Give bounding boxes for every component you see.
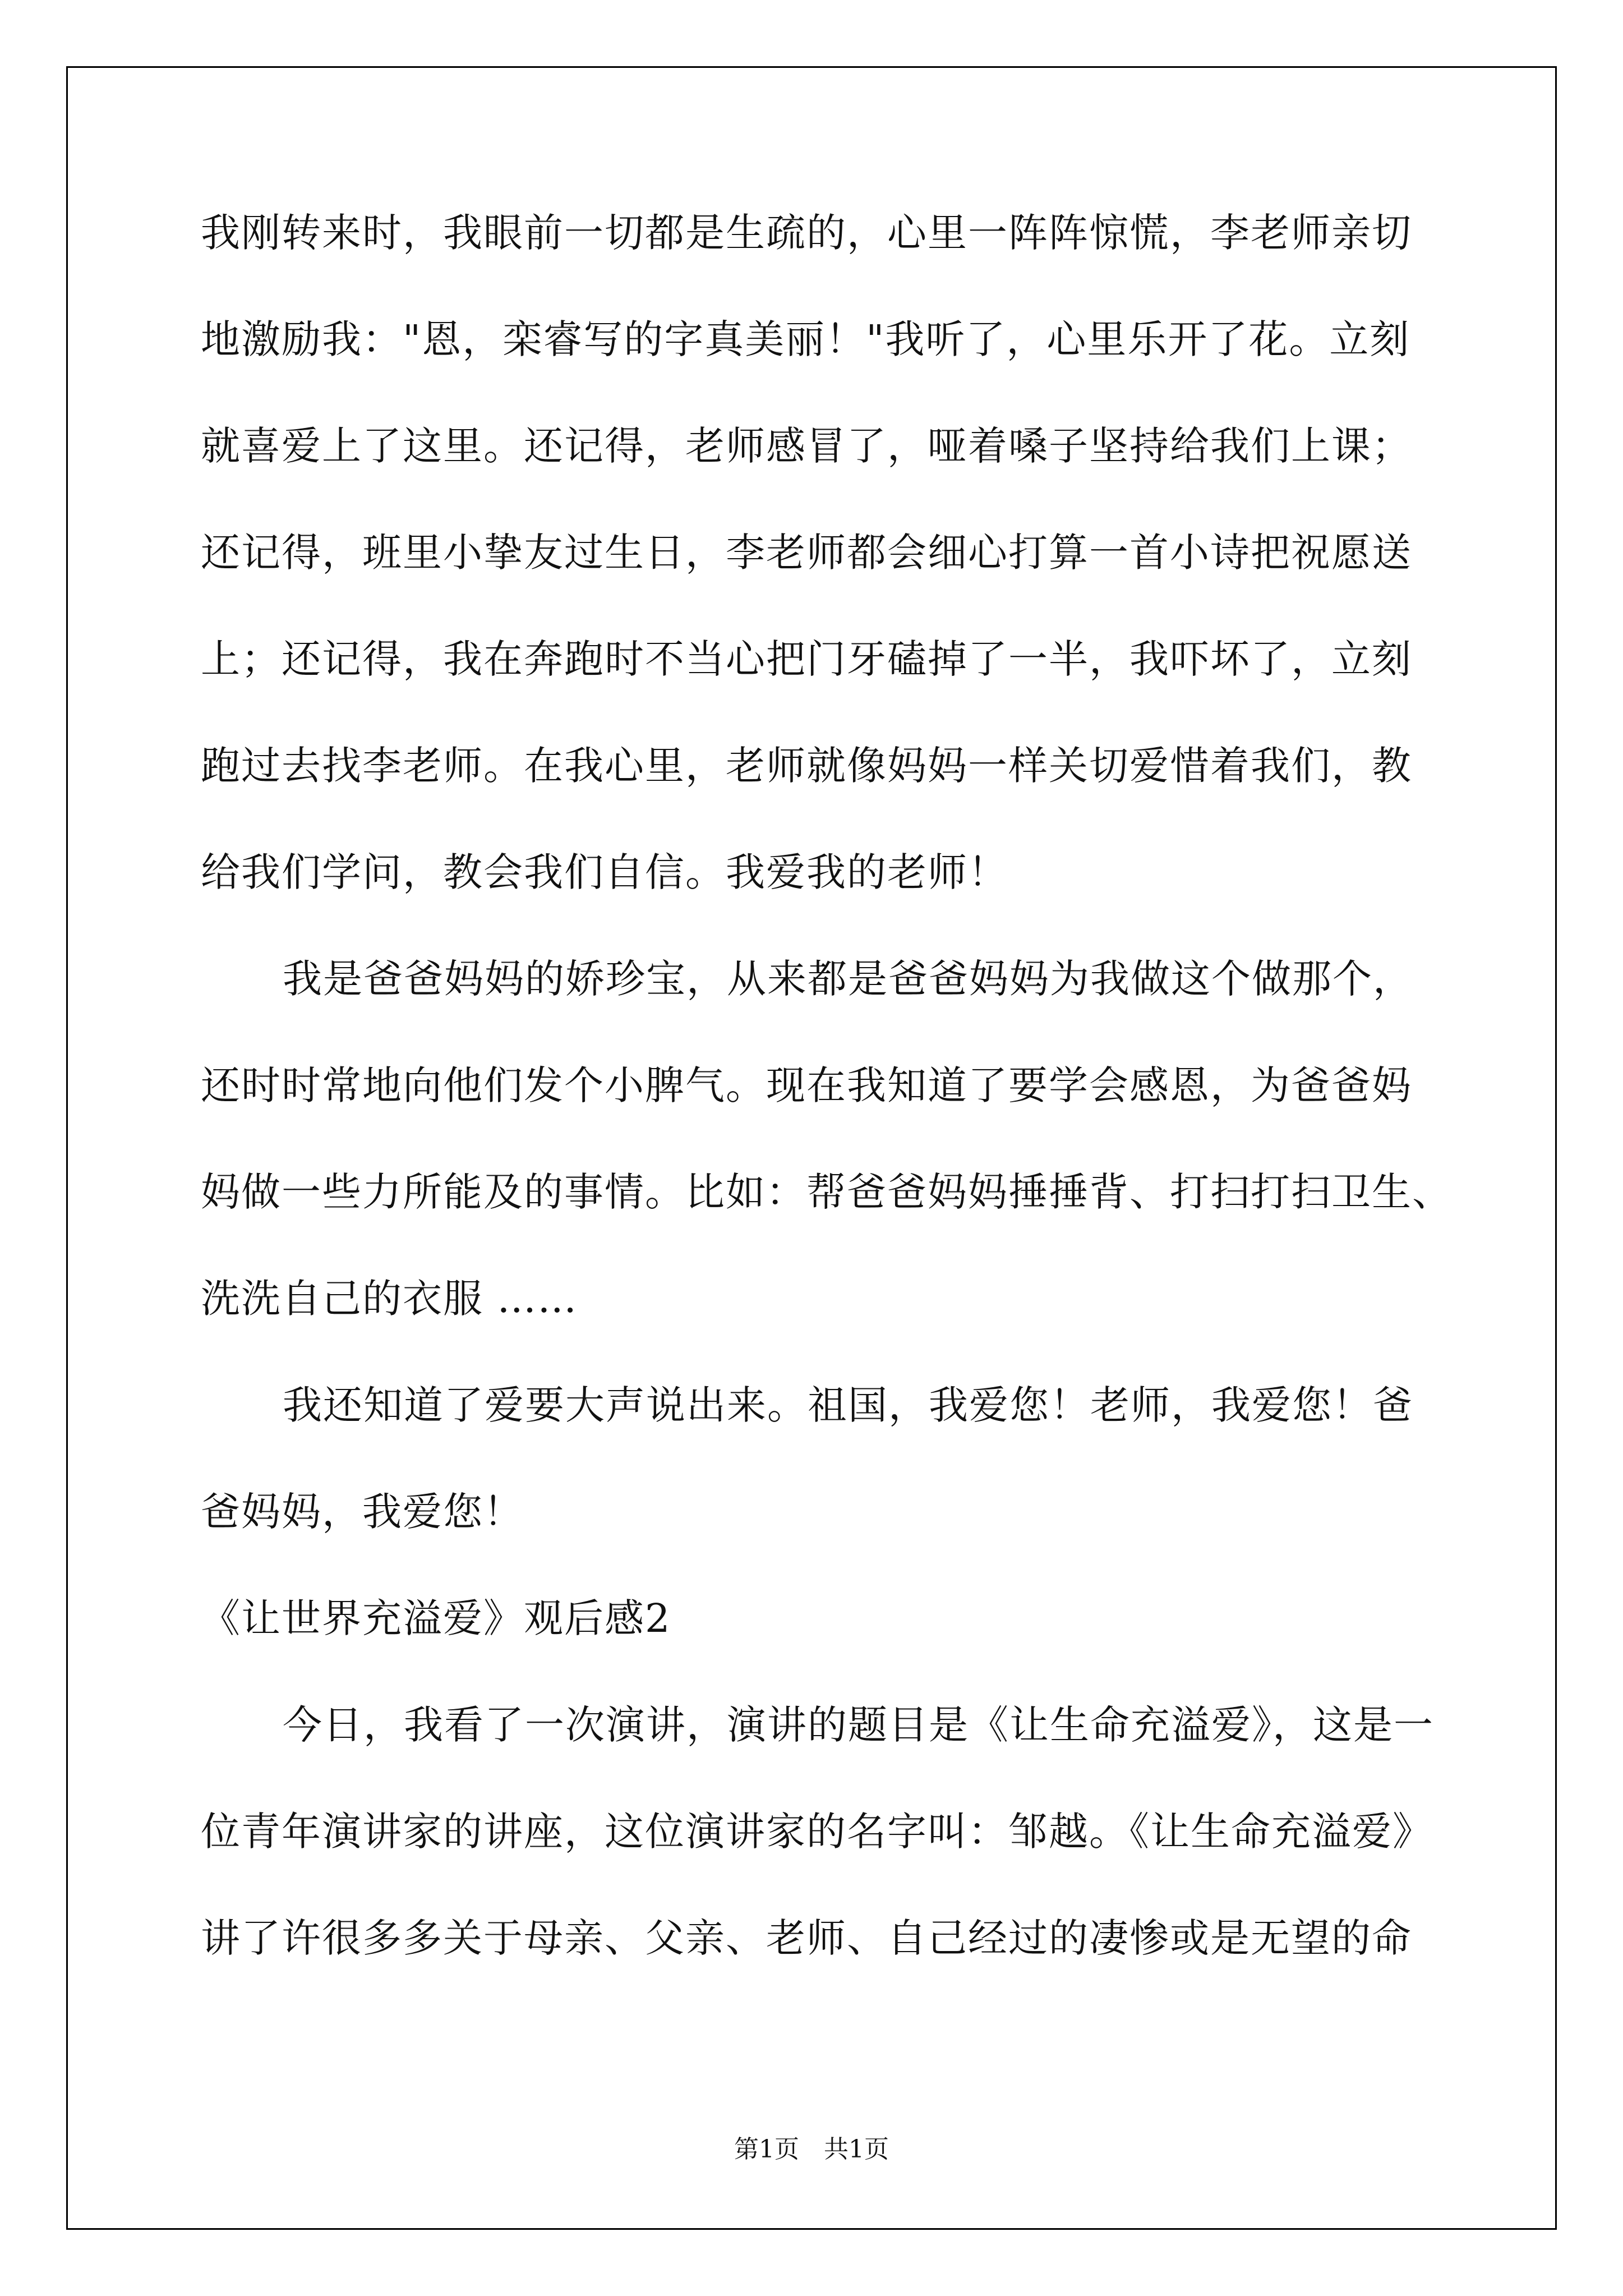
text-line: 讲了许很多多关于母亲、父亲、老师、自己经过的凄惨或是无望的命 — [201, 1915, 1412, 1961]
paragraph-start-line: 我还知道了爱要大声说出来。祖国，我爱您！老师，我爱您！爸 — [283, 1382, 1413, 1428]
text-line: 还记得，班里小挚友过生日，李老师都会细心打算一首小诗把祝愿送 — [201, 530, 1412, 576]
document-body — [201, 210, 1463, 2025]
text-line: 上；还记得，我在奔跑时不当心把门牙磕掉了一半，我吓坏了，立刻 — [201, 636, 1412, 682]
text-line: 位青年演讲家的讲座，这位演讲家的名字叫：邹越。《让生命充溢爱》 — [201, 1809, 1433, 1855]
text-line: 我刚转来时，我眼前一切都是生疏的，心里一阵阵惊慌，李老师亲切 — [201, 210, 1412, 256]
text-line: 给我们学问，教会我们自信。我爱我的老师！ — [201, 849, 1008, 895]
text-line: 就喜爱上了这里。还记得，老师感冒了，哑着嗓子坚持给我们上课； — [201, 423, 1412, 469]
text-line: 妈做一些力所能及的事情。比如：帮爸爸妈妈捶捶背、打扫打扫卫生、 — [201, 1169, 1453, 1215]
paragraph-start-line: 我是爸爸妈妈的娇珍宝，从来都是爸爸妈妈为我做这个做那个， — [283, 956, 1413, 1002]
text-line: 地激励我："恩，栾睿写的字真美丽！"我听了，心里乐开了花。立刻 — [201, 316, 1410, 362]
text-line: 爸妈妈，我爱您！ — [201, 1489, 524, 1535]
text-line: 跑过去找李老师。在我心里，老师就像妈妈一样关切爱惜着我们，教 — [201, 743, 1412, 789]
paragraph-start-line: 今日，我看了一次演讲，演讲的题目是《让生命充溢爱》，这是一 — [283, 1702, 1434, 1748]
section-heading: 《让世界充溢爱》观后感2 — [201, 1595, 671, 1641]
text-line: 还时时常地向他们发个小脾气。现在我知道了要学会感恩，为爸爸妈 — [201, 1062, 1412, 1108]
text-line: 洗洗自己的衣服 …… — [201, 1276, 578, 1322]
page-number-footer: 第1页 共1页 — [734, 2135, 889, 2164]
